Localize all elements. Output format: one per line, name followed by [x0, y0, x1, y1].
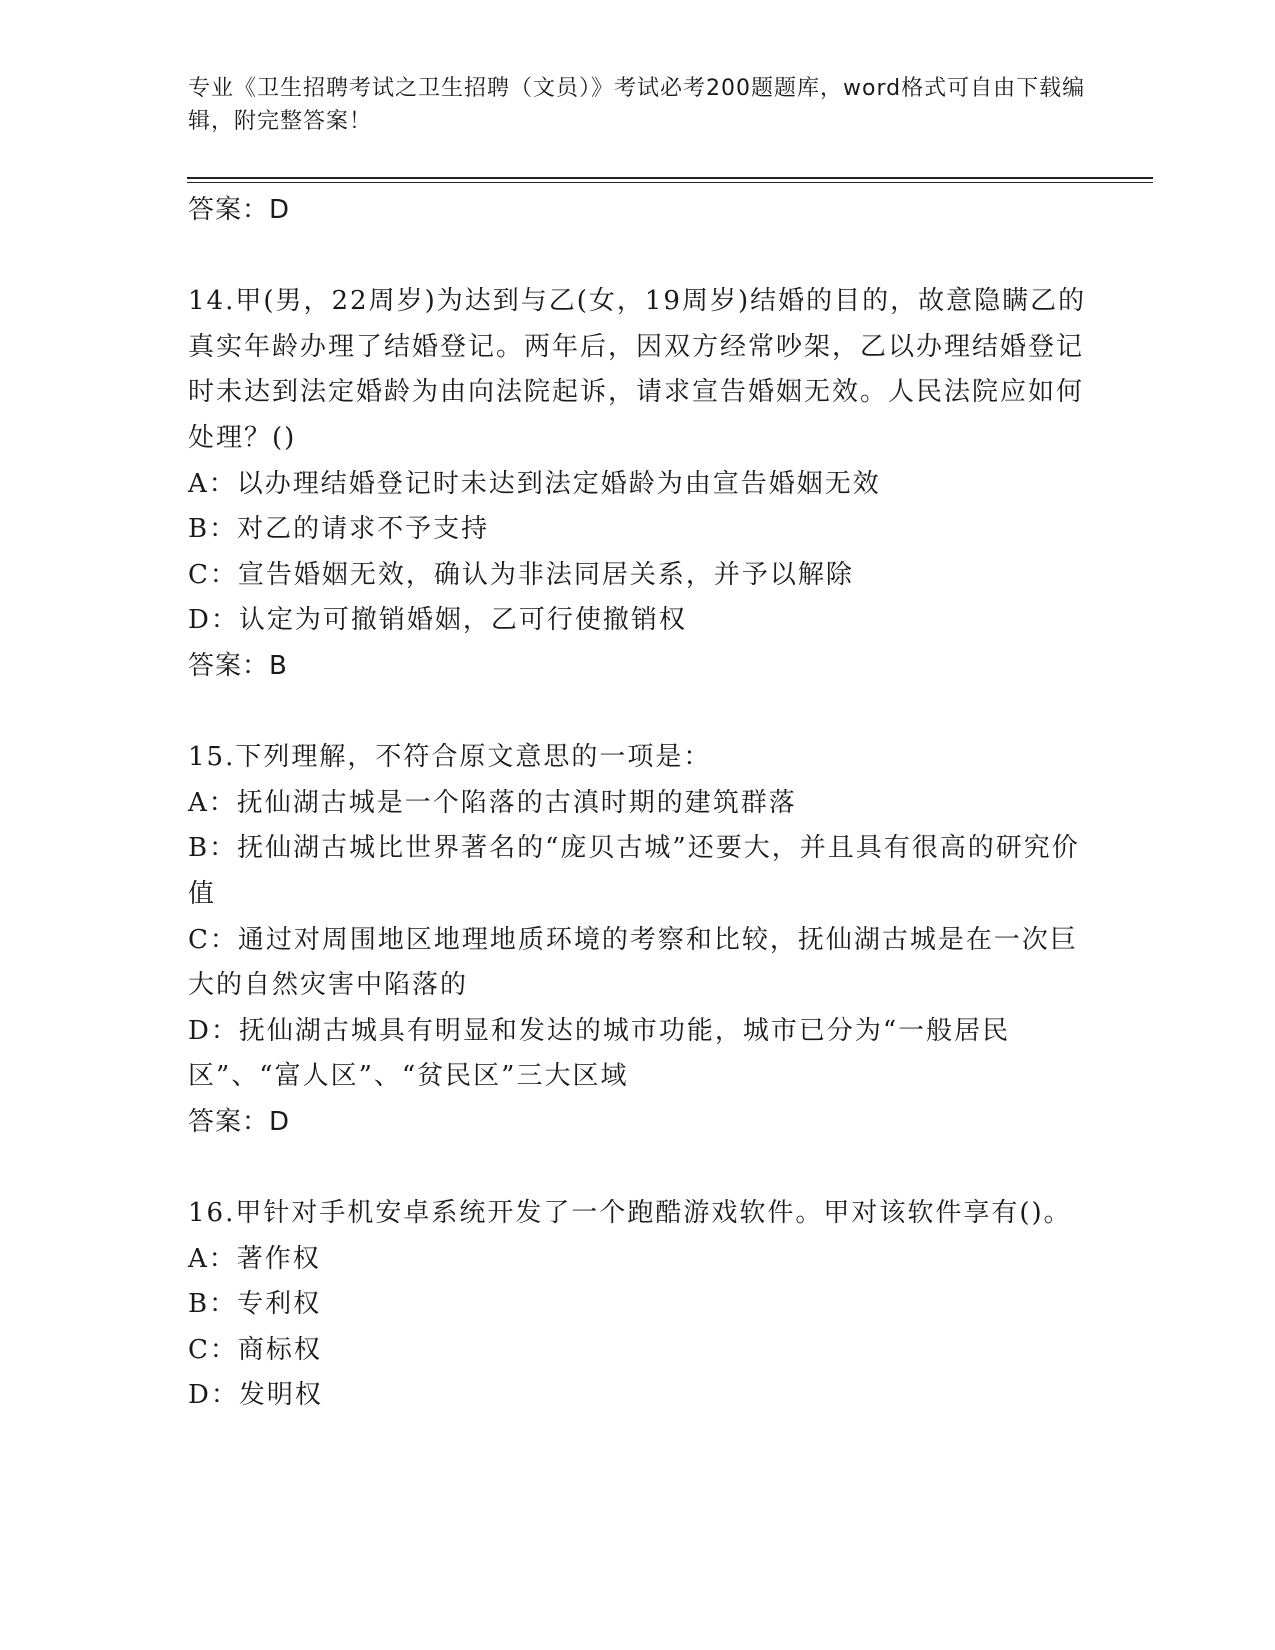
document-header: 专业《卫生招聘考试之卫生招聘（文员）》考试必考200题题库，word格式可自由下载编辑，附完整答案！	[188, 76, 1086, 134]
question-16	[188, 1191, 1088, 1419]
option-a: A：以办理结婚登记时未达到法定婚龄为由宣告婚姻无效	[188, 468, 881, 499]
spacer	[188, 690, 1088, 736]
document-body	[188, 188, 1088, 1419]
option-c: C：宣告婚姻无效，确认为非法同居关系，并予以解除	[188, 559, 854, 590]
question-14	[188, 279, 1088, 689]
option-b: B：抚仙湖古城比世界著名的“庞贝古城”还要大，并且具有很高的研究价值	[188, 833, 1080, 909]
header-rule-thick	[187, 177, 1153, 179]
option-d: D：抚仙湖古城具有明显和发达的城市功能，城市已分为“一般居民区”、“富人区”、“贫民区”三大区域	[188, 1015, 1011, 1092]
option-a: A：抚仙湖古城是一个陷落的古滇时期的建筑群落	[188, 787, 797, 818]
header-rule-thin	[187, 182, 1153, 183]
answer-line: 答案：B	[188, 650, 288, 681]
spacer	[188, 234, 1088, 280]
option-b: B：专利权	[188, 1289, 322, 1320]
answer-line: 答案：D	[188, 195, 291, 225]
option-d: D：认定为可撤销婚姻，乙可行使撤销权	[188, 605, 687, 636]
question-stem: 15.下列理解，不符合原文意思的一项是：	[188, 742, 712, 773]
answer-line: 答案：D	[188, 1106, 291, 1137]
option-d: D：发明权	[188, 1380, 323, 1411]
option-c: C：通过对周围地区地理地质环境的考察和比较，抚仙湖古城是在一次巨大的自然灾害中陷落的	[188, 924, 1078, 1001]
option-b: B：对乙的请求不予支持	[188, 514, 490, 545]
spacer	[188, 1145, 1088, 1191]
question-stem: 14.甲(男，22周岁)为达到与乙(女，19周岁)结婚的目的，故意隐瞒乙的真实年龄办理了结婚登记。两年后，因双方经常吵架，乙以办理结婚登记时未达到法定婚龄为由向法院起诉，请求宣告婚姻无效。人民法院应如何处理？()	[188, 286, 1087, 453]
question-15	[188, 735, 1088, 1145]
option-a: A：著作权	[188, 1243, 321, 1274]
question-stem: 16.甲针对手机安卓系统开发了一个跑酷游戏软件。甲对该软件享有()。	[188, 1198, 1072, 1229]
option-c: C：商标权	[188, 1334, 322, 1365]
